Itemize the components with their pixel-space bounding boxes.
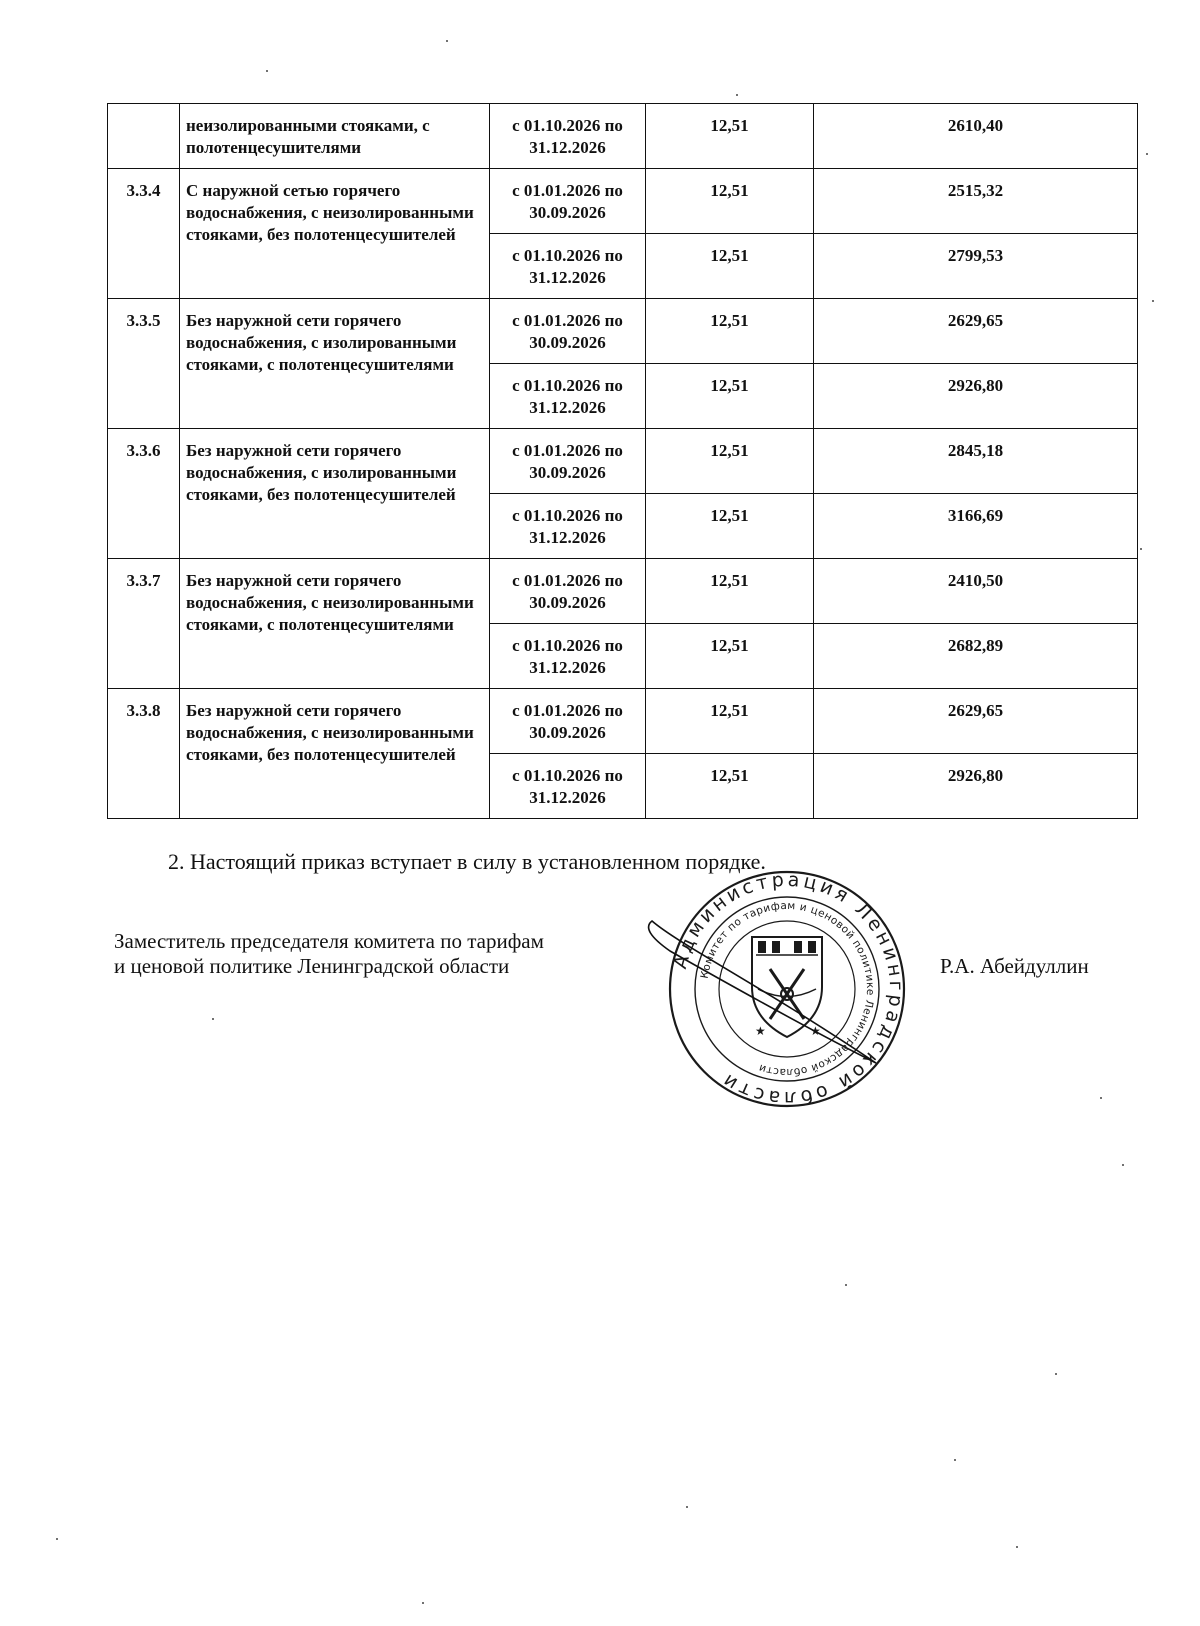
signer-title-line-2: и ценовой политике Ленинградской области xyxy=(114,954,510,978)
table-row xyxy=(108,104,1138,169)
signature-stroke xyxy=(640,915,900,1075)
price-cell: 2926,80 xyxy=(814,364,1138,429)
svg-text:★: ★ xyxy=(810,1024,821,1038)
row-description: Без наружной сети горячего водоснабжения, с изолированными стояками, с полотенцесушителями xyxy=(180,299,490,429)
period-cell: с 01.01.2026 по 30.09.2026 xyxy=(490,429,646,494)
period-cell: с 01.10.2026 по 31.12.2026 xyxy=(490,234,646,299)
price-cell: 2410,50 xyxy=(814,559,1138,624)
clause-text: 2. Настоящий приказ вступает в силу в установленном порядке. xyxy=(168,849,766,874)
value-cell: 12,51 xyxy=(646,494,814,559)
value-cell: 12,51 xyxy=(646,169,814,234)
row-description: Без наружной сети горячего водоснабжения, с неизолированными стояками, с полотенцесушителями xyxy=(180,559,490,689)
row-number xyxy=(108,104,180,169)
value-cell: 12,51 xyxy=(646,299,814,364)
svg-text:★: ★ xyxy=(755,1024,766,1038)
signer-title xyxy=(114,929,544,979)
table-row xyxy=(108,689,1138,754)
row-number: 3.3.8 xyxy=(108,689,180,819)
row-description: Без наружной сети горячего водоснабжения, с неизолированными стояками, без полотенцесушителей xyxy=(180,689,490,819)
scan-speck xyxy=(686,1506,688,1508)
price-cell: 2926,80 xyxy=(814,754,1138,819)
price-cell: 2515,32 xyxy=(814,169,1138,234)
row-number: 3.3.4 xyxy=(108,169,180,299)
row-description: С наружной сетью горячего водоснабжения, с неизолированными стояками, без полотенцесушителей xyxy=(180,169,490,299)
scan-speck xyxy=(845,1284,847,1286)
value-cell: 12,51 xyxy=(646,234,814,299)
price-cell: 2629,65 xyxy=(814,689,1138,754)
price-cell: 2629,65 xyxy=(814,299,1138,364)
scan-speck xyxy=(1055,1373,1057,1375)
scan-speck xyxy=(1122,1164,1124,1166)
value-cell: 12,51 xyxy=(646,624,814,689)
period-cell: с 01.01.2026 по 30.09.2026 xyxy=(490,299,646,364)
table-row xyxy=(108,299,1138,364)
scan-speck xyxy=(1140,548,1142,550)
value-cell: 12,51 xyxy=(646,429,814,494)
period-cell: с 01.01.2026 по 30.09.2026 xyxy=(490,559,646,624)
row-description: Без наружной сети горячего водоснабжения, с изолированными стояками, без полотенцесушителей xyxy=(180,429,490,559)
value-cell: 12,51 xyxy=(646,364,814,429)
seal-outer-text: Администрация Ленинградской области xyxy=(669,869,908,1109)
period-cell: с 01.10.2026 по 31.12.2026 xyxy=(490,754,646,819)
value-cell: 12,51 xyxy=(646,689,814,754)
row-number: 3.3.5 xyxy=(108,299,180,429)
scan-speck xyxy=(1016,1546,1018,1548)
scan-speck xyxy=(422,1602,424,1604)
seal-inner-text: Комитет по тарифам и ценовой политике Ленинградской области xyxy=(698,899,877,1079)
scan-speck xyxy=(1152,300,1154,302)
scan-speck xyxy=(1146,153,1148,155)
price-cell: 2845,18 xyxy=(814,429,1138,494)
tariff-table xyxy=(107,103,1138,819)
table-row xyxy=(108,559,1138,624)
table-row xyxy=(108,429,1138,494)
signer-name: Р.А. Абейдуллин xyxy=(940,954,1089,978)
row-number: 3.3.6 xyxy=(108,429,180,559)
scan-speck xyxy=(1100,1097,1102,1099)
price-cell: 2682,89 xyxy=(814,624,1138,689)
price-cell: 3166,69 xyxy=(814,494,1138,559)
period-cell: с 01.10.2026 по 31.12.2026 xyxy=(490,624,646,689)
table-row xyxy=(108,169,1138,234)
price-cell: 2610,40 xyxy=(814,104,1138,169)
row-description: неизолированными стояками, с полотенцесушителями xyxy=(180,104,490,169)
period-cell: с 01.01.2026 по 30.09.2026 xyxy=(490,689,646,754)
tariff-table-body xyxy=(108,104,1138,819)
value-cell: 12,51 xyxy=(646,104,814,169)
value-cell: 12,51 xyxy=(646,754,814,819)
period-cell: с 01.10.2026 по 31.12.2026 xyxy=(490,494,646,559)
period-cell: с 01.10.2026 по 31.12.2026 xyxy=(490,364,646,429)
scan-speck xyxy=(212,1018,214,1020)
scan-speck xyxy=(446,40,448,42)
scan-speck xyxy=(266,70,268,72)
period-cell: с 01.01.2026 по 30.09.2026 xyxy=(490,169,646,234)
value-cell: 12,51 xyxy=(646,559,814,624)
signer-title-line-1: Заместитель председателя комитета по тарифам xyxy=(114,929,544,953)
scan-speck xyxy=(954,1459,956,1461)
scan-speck xyxy=(736,94,738,96)
period-cell: с 01.10.2026 по 31.12.2026 xyxy=(490,104,646,169)
row-number: 3.3.7 xyxy=(108,559,180,689)
scan-speck xyxy=(56,1538,58,1540)
price-cell: 2799,53 xyxy=(814,234,1138,299)
